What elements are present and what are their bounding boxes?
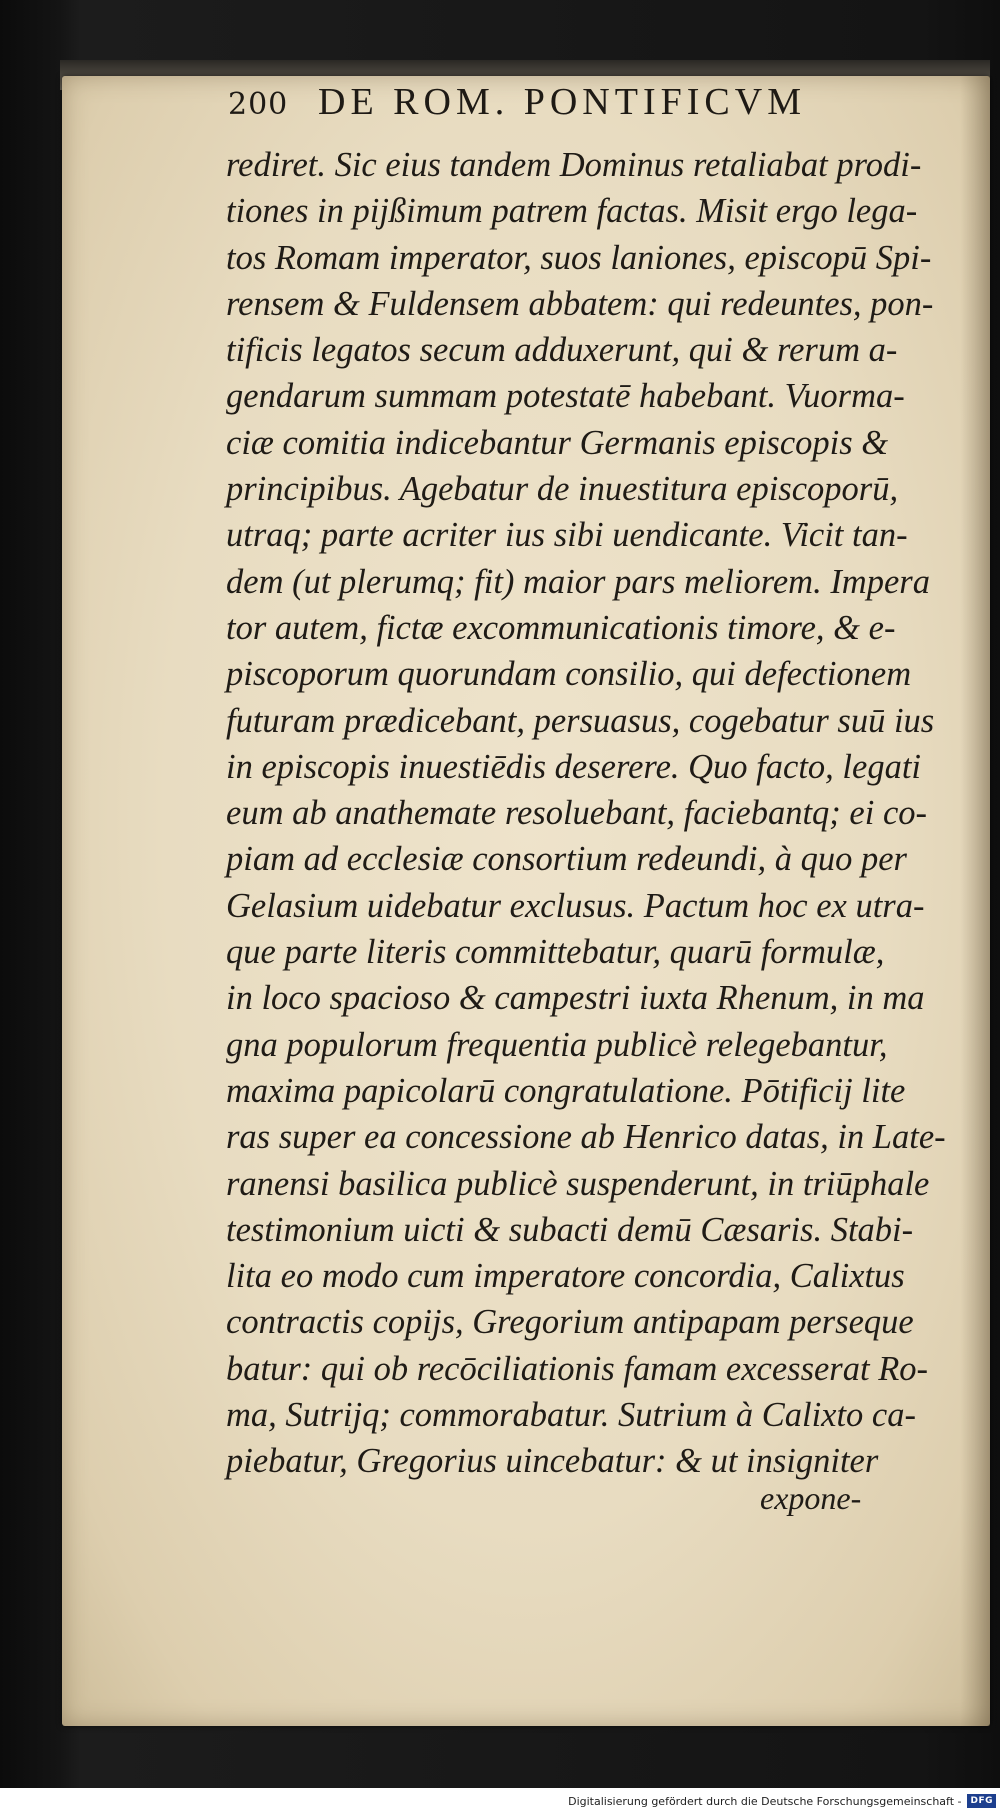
digitization-footer [0,1788,1000,1814]
text-line: tor autem, fictæ excommunicationis timore, & e- [226,608,896,647]
text-line: piebatur, Gregorius uincebatur: & ut insigniter [226,1442,879,1481]
running-head [228,80,848,140]
text-line: ciæ comitia indicebantur Germanis episcopis & [226,423,889,462]
text-line: lita eo modo cum imperatore concordia, Calixtus [226,1257,905,1296]
funding-note: Digitalisierung gefördert durch die Deutsche Forschungsgemeinschaft - [568,1794,962,1808]
text-line: principibus. Agebatur de inuestitura episcoporū, [226,470,899,509]
text-line: gendarum summam potestatē habebant. Vuorma- [226,377,905,416]
text-line: futuram prædicebant, persuasus, cogebatur suū ius [226,701,935,740]
text-line: batur: qui ob recōciliationis famam excesserat Ro- [226,1349,929,1388]
text-line: tificis legatos secum adduxerunt, qui & rerum a- [226,331,898,370]
text-line: ma, Sutrijq; commorabatur. Sutrium à Calixto ca- [226,1396,916,1435]
text-line: in episcopis inuestiēdis deserere. Quo facto, legati [226,747,921,786]
text-line: rensem & Fuldensem abbatem: qui redeuntes, pon- [226,284,934,323]
text-line: piam ad ecclesiæ consortium redeundi, à quo per [226,840,907,879]
dfg-logo: DFG [967,1794,996,1808]
text-line: piscoporum quorundam consilio, qui defectionem [226,655,912,694]
text-line: tiones in pijßimum patrem factas. Misit ergo lega- [226,192,918,231]
body-text [226,142,946,1485]
text-line: maxima papicolarū congratulatione. Pōtificij lite [226,1071,906,1110]
text-line: ranensi basilica publicè suspenderunt, in triūphale [226,1164,930,1203]
text-line: utraq; parte acriter ius sibi uendicante. Vicit tan- [226,516,908,555]
text-line: eum ab anathemate resoluebant, faciebantq; ei co- [226,794,928,833]
text-line: rediret. Sic eius tandem Dominus retaliabat prodi- [226,146,922,184]
catchword: expone- [760,1480,862,1516]
text-line: que parte literis committebatur, quarū formulæ, [226,933,885,972]
text-line: ras super ea concessione ab Henrico datas, in Late- [226,1118,946,1157]
text-line: dem (ut plerumq; fit) maior pars meliorem. Impera [226,562,930,601]
text-line: Gelasium uidebatur exclusus. Pactum hoc ex utra- [226,886,925,925]
text-line: testimonium uicti & subacti demū Cæsaris. Stabi- [226,1210,914,1249]
running-title: DE ROM. PONTIFICVM [318,81,806,123]
page-number: 200 [228,87,289,122]
page-gutter-shadow [960,76,990,1726]
text-line: tos Romam imperator, suos laniones, episcopū Spi- [226,238,932,277]
text-line: gna populorum frequentia publicè relegebantur, [226,1025,888,1064]
text-line: contractis copijs, Gregorium antipapam perseque [226,1303,914,1342]
text-line: in loco spacioso & campestri iuxta Rhenum, in ma [226,979,925,1018]
